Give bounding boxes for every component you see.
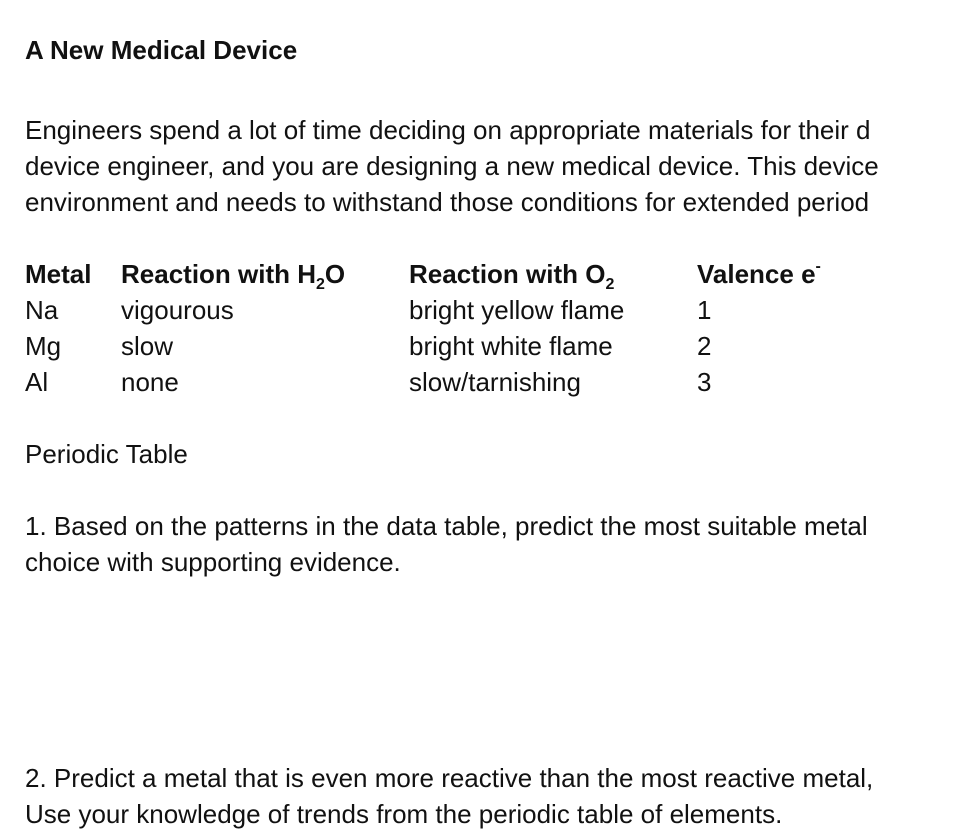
table-row [25, 292, 970, 328]
cell-metal: Na [25, 295, 59, 325]
header-valence-electrons: Valence e- [697, 258, 821, 289]
cell-valence: 2 [697, 331, 712, 361]
intro-line-3: environment and needs to withstand those conditions for extended period [25, 187, 870, 217]
cell-metal: Al [25, 367, 49, 397]
document-title: A New Medical Device [25, 35, 298, 65]
intro-line-2: device engineer, and you are designing a new medical device. This device [25, 151, 879, 181]
question-1-line-1: 1. Based on the patterns in the data table, predict the most suitable metal [25, 511, 868, 541]
cell-water-reaction: none [121, 367, 179, 397]
header-reaction-water: Reaction with $H_2O$ [121, 259, 346, 293]
table-row [25, 328, 970, 364]
cell-water-reaction: slow [121, 331, 174, 361]
document-page [25, 0, 970, 832]
question-2-line-2: Use your knowledge of trends from the periodic table of elements. [25, 799, 783, 829]
table-header-row [25, 256, 970, 292]
intro-line-1: Engineers spend a lot of time deciding on appropriate materials for their d [25, 115, 871, 145]
question-2-line-1: 2. Predict a metal that is even more reactive than the most reactive metal, [25, 763, 874, 793]
cell-metal: Mg [25, 331, 62, 361]
cell-oxygen-reaction: bright yellow flame [409, 295, 625, 325]
cell-valence: 3 [697, 367, 712, 397]
header-metal: Metal [25, 259, 92, 289]
question-1-line-2: choice with supporting evidence. [25, 547, 401, 577]
cell-valence: 1 [697, 295, 712, 325]
table-row [25, 364, 970, 400]
header-reaction-oxygen: Reaction with $O_2$ [409, 259, 615, 293]
cell-water-reaction: vigourous [121, 295, 234, 325]
periodic-table-label: Periodic Table [25, 439, 188, 469]
cell-oxygen-reaction: bright white flame [409, 331, 613, 361]
metal-reaction-table [25, 256, 970, 400]
cell-oxygen-reaction: slow/tarnishing [409, 367, 581, 397]
